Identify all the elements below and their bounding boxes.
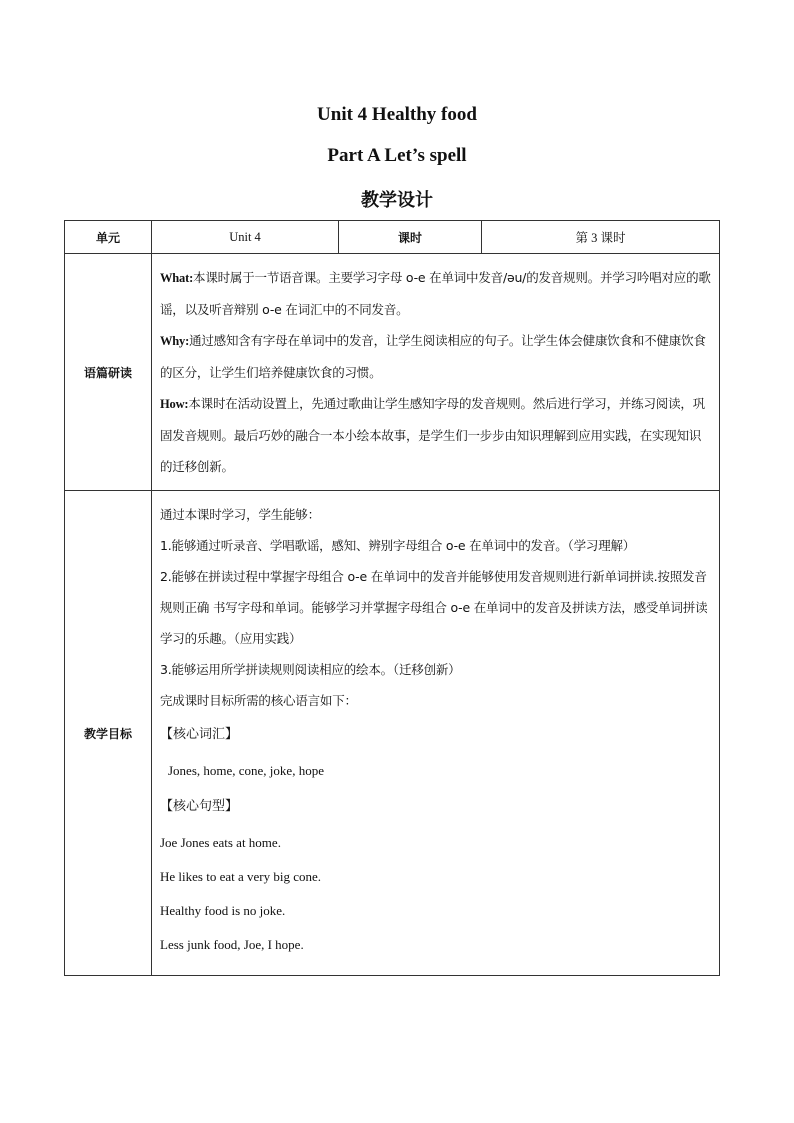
text-study-row xyxy=(65,254,720,491)
vocab-heading: 【核心词汇】 xyxy=(160,727,239,742)
objective-item-2: 2.能够在拼读过程中掌握字母组合 o-e 在单词中的发音并能够使用发音规则进行新单词拼读.按照发音规则正确 书写字母和单词。能够学习并掌握字母组合 o-e 在单词中的发音及拼读方法，感受单词拼读学习的乐趣。（应用实践） xyxy=(160,569,708,646)
what-text: 本课时属于一节语音课。主要学习字母 o-e 在单词中发音/əu/的发音规则。并学习吟唱对应的歌谣，以及听音辩别 o-e 在词汇中的不同发音。 xyxy=(160,270,711,317)
sentence-4: Less junk food, Joe, I hope. xyxy=(160,937,304,952)
lesson-plan-table xyxy=(64,220,720,976)
text-study-label: 语篇研读 xyxy=(65,254,152,491)
how-key: How: xyxy=(160,397,189,411)
unit-value-cell: Unit 4 xyxy=(152,221,339,254)
why-text: 通过感知含有字母在单词中的发音，让学生阅读相应的句子。让学生体会健康饮食和不健康饮食的区分，让学生们培养健康饮食的习惯。 xyxy=(160,333,706,380)
sentence-1: Joe Jones eats at home. xyxy=(160,835,281,850)
text-study-content xyxy=(152,254,720,491)
how-paragraph xyxy=(160,388,711,482)
sentence-heading: 【核心句型】 xyxy=(160,799,239,814)
doc-title-unit: Unit 4 Healthy food xyxy=(317,104,477,125)
objectives-row xyxy=(65,491,720,976)
objectives-content xyxy=(152,491,720,976)
core-language-intro: 完成课时目标所需的核心语言如下： xyxy=(160,693,357,708)
why-paragraph xyxy=(160,325,711,388)
objective-item-1: 1.能够通过听录音、学唱歌谣，感知、辨别字母组合 o-e 在单词中的发音。（学习理解） xyxy=(160,538,636,553)
period-label-cell: 课时 xyxy=(339,221,482,254)
header-row xyxy=(65,221,720,254)
objectives-intro: 通过本课时学习，学生能够： xyxy=(160,507,320,522)
sentence-2: He likes to eat a very big cone. xyxy=(160,869,321,884)
period-value-cell: 第 3 课时 xyxy=(482,221,720,254)
sentence-3: Healthy food is no joke. xyxy=(160,903,286,918)
objectives-label: 教学目标 xyxy=(65,491,152,976)
doc-title-part: Part A Let’s spell xyxy=(327,145,467,166)
what-paragraph xyxy=(160,262,711,325)
how-text: 本课时在活动设置上，先通过歌曲让学生感知字母的发音规则。然后进行学习，并练习阅读，巩固发音规则。最后巧妙的融合一本小绘本故事，是学生们一步步由知识理解到应用实践，在实现知识的迁移创新。 xyxy=(160,396,705,474)
why-key: Why: xyxy=(160,334,190,348)
unit-label-cell: 单元 xyxy=(65,221,152,254)
doc-title-design: 教学设计 xyxy=(361,190,433,211)
what-key: What: xyxy=(160,271,194,285)
vocab-list: Jones, home, cone, joke, hope xyxy=(168,763,324,778)
objective-item-3: 3.能够运用所学拼读规则阅读相应的绘本。（迁移创新） xyxy=(160,662,461,677)
